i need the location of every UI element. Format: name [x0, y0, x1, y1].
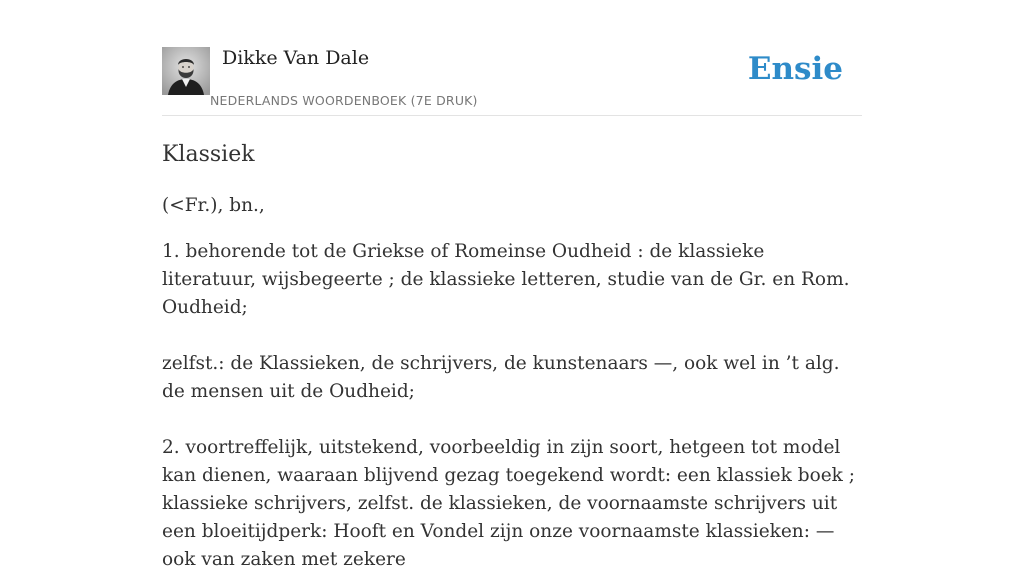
author-name[interactable]: Dikke Van Dale: [222, 47, 370, 69]
brand-logo[interactable]: Ensie: [747, 51, 843, 87]
author-avatar[interactable]: [162, 47, 210, 95]
entry-title: Klassiek: [162, 142, 255, 167]
page: [162, 0, 862, 574]
definition-paragraph: zelfst.: de Klassieken, de schrijvers, de kunstenaars —, ook wel in ’t alg. de mensen uit de Oudheid;: [162, 353, 840, 402]
header: [162, 46, 862, 116]
portrait-icon: [162, 47, 210, 95]
definition-paragraph: 2. voortreffelijk, uitstekend, voorbeeldig in zijn soort, hetgeen tot model kan dienen, waaraan blijvend gezag toegekend wordt: een klassiek boek ; klassieke schrijvers, zelfst. de klassieken, de voornaamste schrijvers uit een bloeitijdperk: Hooft en Vondel zijn onze voornaamste klassieken: — ook van zaken met zekere: [162, 437, 855, 570]
grammar-note: (<Fr.), bn.,: [162, 195, 265, 216]
definition-paragraph: 1. behorende tot de Griekse of Romeinse Oudheid : de klassieke literatuur, wijsbegeerte ; de klassieke letteren, studie van de Gr. en Rom. Oudheid;: [162, 241, 850, 318]
definition: [162, 238, 862, 574]
source-label[interactable]: NEDERLANDS WOORDENBOEK (7E DRUK): [210, 93, 478, 108]
